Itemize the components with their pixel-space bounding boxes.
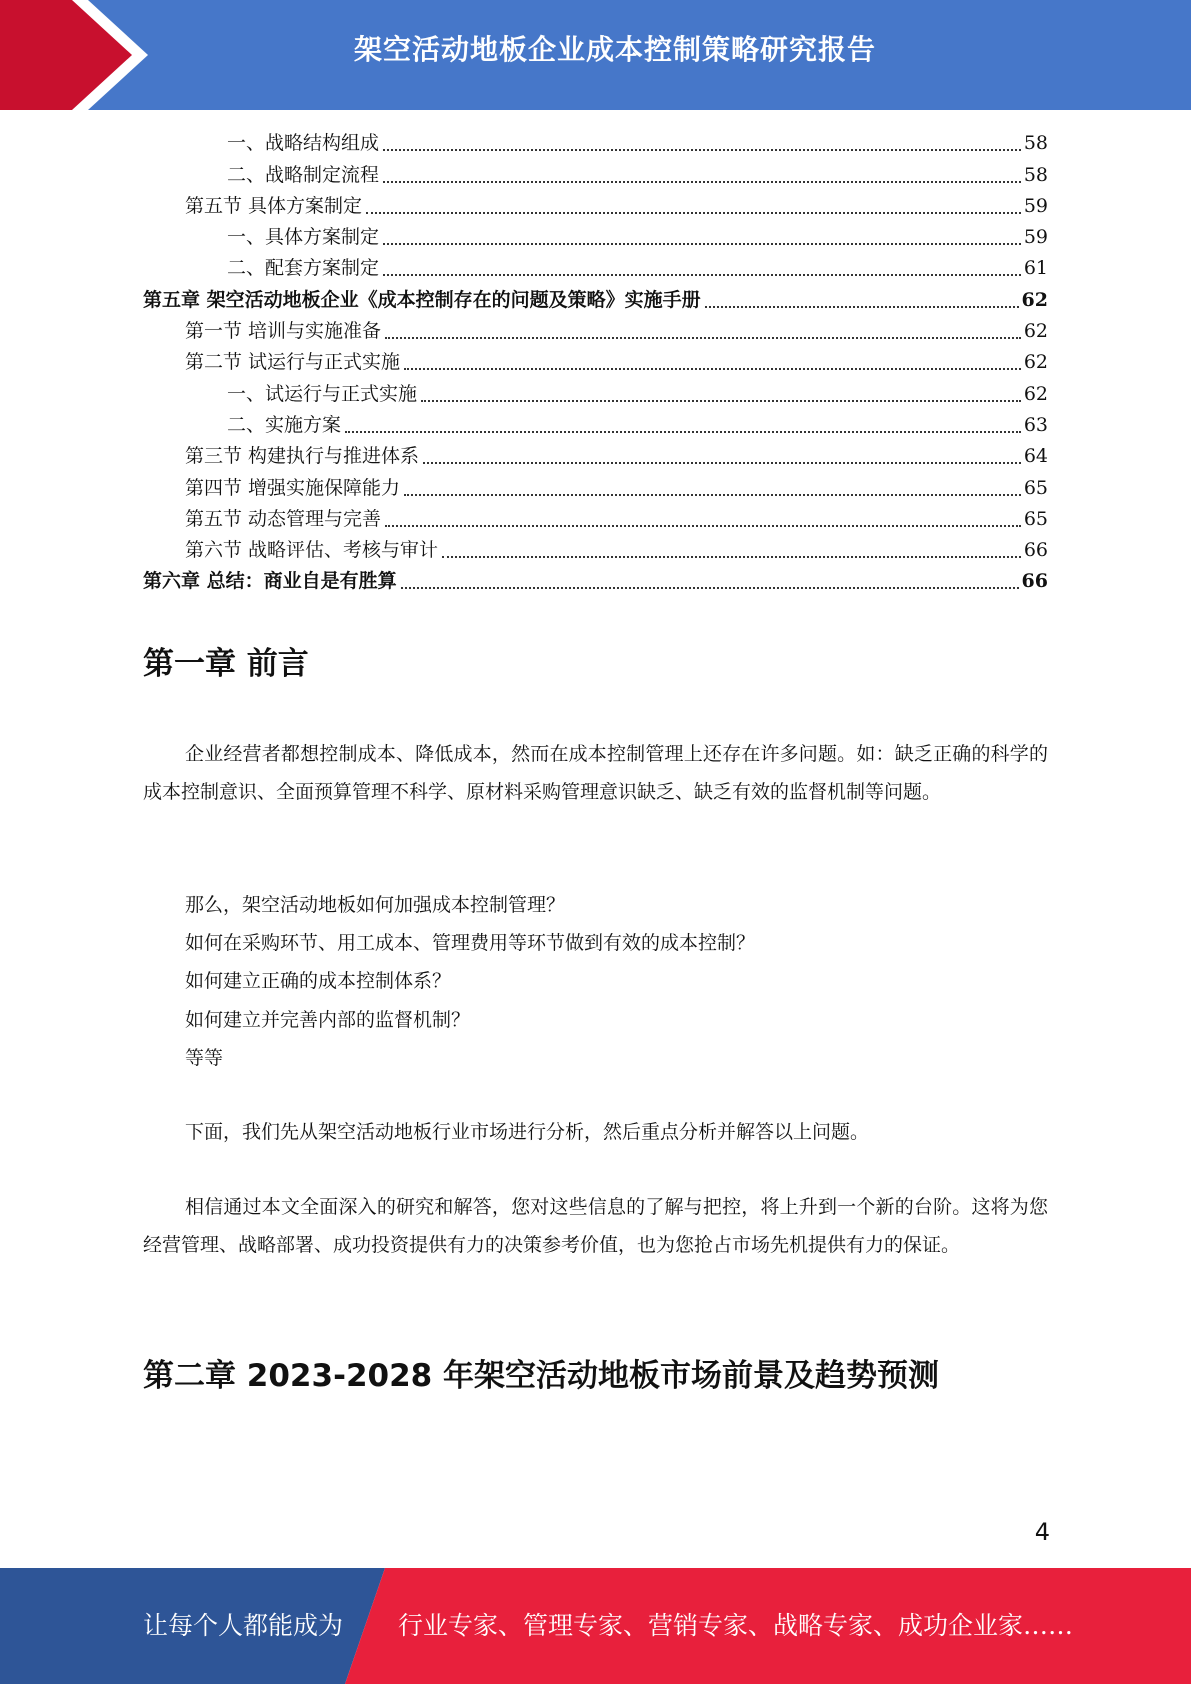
toc-dot-leader [383,274,1021,276]
toc-entry[interactable] [143,410,1048,441]
toc-dot-leader [385,337,1021,339]
toc-entry-page: 59 [1023,194,1048,217]
toc-entry-title: 一、战略结构组成 [227,132,380,155]
question-list [185,886,1045,1077]
toc-entry[interactable] [143,159,1048,190]
toc-entry[interactable] [143,472,1048,503]
toc-entry-page: 62 [1023,382,1048,405]
toc-entry-title: 第二节 试运行与正式实施 [185,351,401,374]
footer-slogan-right: 行业专家、管理专家、营销专家、战略专家、成功企业家…… [398,1611,1074,1640]
toc-entry-title: 第一节 培训与实施准备 [185,320,382,343]
table-of-contents [143,128,1048,597]
toc-entry-title: 第六节 战略评估、考核与审计 [185,539,439,562]
toc-entry-page: 61 [1023,257,1048,280]
toc-entry-page: 62 [1023,351,1048,374]
toc-entry-page: 62 [1021,288,1048,311]
toc-entry[interactable] [143,284,1048,315]
toc-entry-page: 62 [1023,320,1048,343]
toc-entry[interactable] [143,253,1048,284]
toc-entry[interactable] [143,191,1048,222]
toc-entry-title: 第六章 总结：商业自是有胜算 [143,570,397,593]
toc-entry[interactable] [143,222,1048,253]
toc-entry-page: 58 [1023,163,1048,186]
toc-entry-title: 一、具体方案制定 [227,226,380,249]
toc-entry-page: 63 [1023,413,1048,436]
toc-entry-title: 第五节 具体方案制定 [185,194,363,217]
toc-entry[interactable] [143,566,1048,597]
toc-entry-title: 第四节 增强实施保障能力 [185,476,401,499]
toc-dot-leader [404,368,1021,370]
toc-dot-leader [366,212,1021,214]
toc-entry[interactable] [143,535,1048,566]
toc-entry[interactable] [143,316,1048,347]
question-line: 那么，架空活动地板如何加强成本控制管理？ [185,894,566,916]
toc-dot-leader [385,525,1021,527]
report-title: 架空活动地板企业成本控制策略研究报告 [353,33,876,66]
question-line: 如何在采购环节、用工成本、管理费用等环节做到有效的成本控制？ [185,932,756,955]
footer-slogan-left: 让每个人都能成为 [143,1611,344,1640]
toc-entry-title: 二、实施方案 [227,413,342,436]
toc-entry-title: 第三节 构建执行与推进体系 [185,445,420,468]
page-number: 4 [1034,1518,1050,1546]
analysis-paragraph: 下面，我们先从架空活动地板行业市场进行分析，然后重点分析并解答以上问题。 [185,1121,870,1143]
page-footer [0,1568,1191,1684]
toc-entry-page: 65 [1023,476,1048,499]
toc-entry-page: 59 [1023,226,1048,249]
toc-dot-leader [345,431,1021,433]
toc-dot-leader [421,400,1021,402]
chapter-1-heading: 第一章 前言 [143,646,309,682]
toc-dot-leader [404,494,1021,496]
toc-entry-title: 二、战略制定流程 [227,163,380,186]
toc-dot-leader [401,587,1019,589]
toc-dot-leader [383,149,1021,151]
toc-entry-title: 第五节 动态管理与完善 [185,507,382,530]
toc-entry-page: 66 [1021,570,1048,593]
toc-dot-leader [442,556,1021,558]
toc-entry[interactable] [143,441,1048,472]
chapter-2-heading: 第二章 2023-2028 年架空活动地板市场前景及趋势预测 [143,1358,940,1394]
toc-entry[interactable] [143,504,1048,535]
question-line: 如何建立并完善内部的监督机制？ [185,1008,471,1031]
toc-entry[interactable] [143,378,1048,409]
toc-entry-title: 二、配套方案制定 [227,257,380,280]
toc-entry-page: 58 [1023,132,1048,155]
question-line: 等等 [185,1046,224,1069]
toc-entry-page: 65 [1023,507,1048,530]
toc-dot-leader [705,306,1019,308]
toc-entry[interactable] [143,347,1048,378]
toc-entry-page: 66 [1023,539,1048,562]
toc-entry-title: 一、试运行与正式实施 [227,382,418,405]
conclusion-paragraph: 相信通过本文全面深入的研究和解答，您对这些信息的了解与把控，将上升到一个新的台阶。这将为您经营管理、战略部署、成功投资提供有力的决策参考价值，也为您抢占市场先机提供有力的保证。 [143,1196,1048,1256]
toc-dot-leader [383,243,1021,245]
question-line: 如何建立正确的成本控制体系？ [185,970,452,993]
toc-entry[interactable] [143,128,1048,159]
toc-dot-leader [423,462,1021,464]
toc-dot-leader [383,181,1021,183]
page-header [0,0,1191,110]
toc-entry-title: 第五章 架空活动地板企业《成本控制存在的问题及策略》实施手册 [143,288,701,311]
toc-entry-page: 64 [1023,445,1048,468]
intro-paragraph: 企业经营者都想控制成本、降低成本，然而在成本控制管理上还存在许多问题。如：缺乏正确的科学的成本控制意识、全面预算管理不科学、原材料采购管理意识缺乏、缺乏有效的监督机制等问题。 [143,743,1048,803]
